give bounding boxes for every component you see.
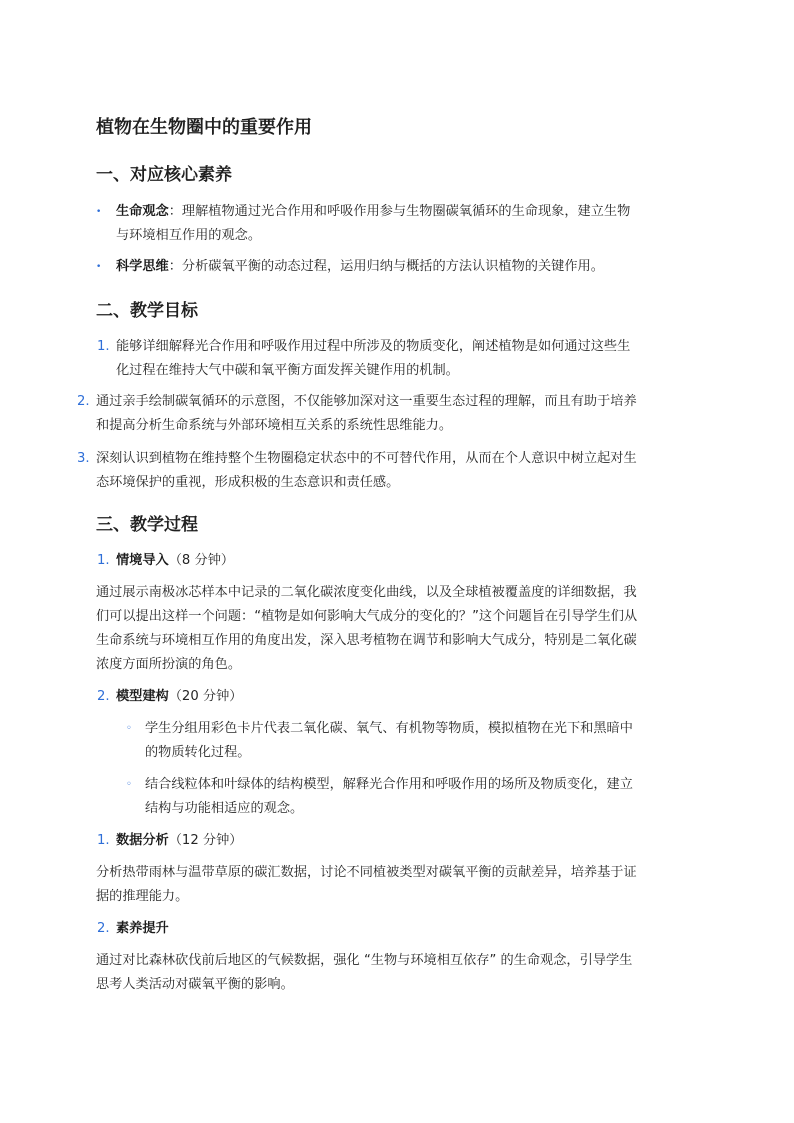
list-item-text — [96, 447, 637, 495]
item-text-line: 的物质转化过程。 — [145, 745, 251, 760]
paragraph-line: 思考人类活动对碳氧平衡的影响。 — [96, 977, 294, 992]
item-text-line: 与环境相互作用的观念。 — [116, 228, 262, 243]
step-duration: （8 分钟） — [168, 553, 235, 568]
item-text-line: 化过程在维持大气中碳和氧平衡方面发挥关键作用的机制。 — [116, 363, 459, 378]
list-item-text — [116, 200, 630, 248]
step-title — [116, 549, 234, 573]
item-text-line: 学生分组用彩色卡片代表二氧化碳、氧气、有机物等物质，模拟植物在光下和黑暗中 — [145, 721, 633, 736]
list-item-text — [116, 335, 630, 383]
list-number: 2. — [97, 689, 110, 704]
bullet-icon: • — [96, 207, 102, 217]
section-heading-core-literacy: 一、对应核心素养 — [96, 165, 232, 185]
paragraph — [96, 949, 632, 997]
paragraph-line: 浓度方面所扮演的角色。 — [96, 657, 242, 672]
list-item-text — [145, 717, 633, 765]
item-text-line: 和提高分析生命系统与外部环境相互关系的系统性思维能力。 — [96, 418, 453, 433]
list-item-text — [96, 390, 637, 438]
item-text-line: 结合线粒体和叶绿体的结构模型，解释光合作用和呼吸作用的场所及物质变化，建立 — [145, 777, 633, 792]
item-text-line: 通过亲手绘制碳氧循环的示意图，不仅能够加深对这一重要生态过程的理解，而且有助于培养 — [96, 394, 637, 409]
paragraph-line: 据的推理能力。 — [96, 889, 189, 904]
paragraph — [96, 861, 637, 909]
list-number: 3. — [77, 451, 90, 466]
paragraph-line: 通过展示南极冰芯样本中记录的二氧化碳浓度变化曲线，以及全球植被覆盖度的详细数据，我 — [96, 585, 637, 600]
document-title: 植物在生物圈中的重要作用 — [96, 117, 312, 138]
item-text-line: 能够详细解释光合作用和呼吸作用过程中所涉及的物质变化，阐述植物是如何通过这些生 — [116, 339, 631, 354]
circle-bullet-icon: ◦ — [126, 779, 132, 790]
list-number: 2. — [77, 394, 90, 409]
section-heading-process: 三、教学过程 — [96, 515, 198, 535]
step-title — [116, 829, 242, 853]
item-text-line: 深刻认识到植物在维持整个生物圈稳定状态中的不可替代作用，从而在个人意识中树立起对生 — [96, 451, 637, 466]
item-label: 科学思维 — [116, 259, 169, 274]
list-item-text — [116, 255, 604, 279]
list-number: 1. — [97, 553, 110, 568]
item-text-line: ：理解植物通过光合作用和呼吸作用参与生物圈碳氧循环的生命现象，建立生物 — [168, 204, 631, 219]
paragraph-line: 生命系统与环境相互作用的角度出发，深入思考植物在调节和影响大气成分，特别是二氧化碳 — [96, 633, 637, 648]
step-label: 情境导入 — [116, 553, 169, 568]
item-text-line: 态环境保护的重视，形成积极的生态意识和责任感。 — [96, 475, 400, 490]
paragraph — [96, 581, 637, 677]
list-number: 1. — [97, 833, 110, 848]
item-text-line: ：分析碳氧平衡的动态过程，运用归纳与概括的方法认识植物的关键作用。 — [168, 259, 604, 274]
step-duration: （12 分钟） — [168, 833, 243, 848]
step-label: 模型建构 — [116, 689, 169, 704]
list-number: 2. — [97, 921, 110, 936]
step-label: 素养提升 — [116, 921, 169, 936]
section-heading-objectives: 二、教学目标 — [96, 301, 198, 321]
circle-bullet-icon: ◦ — [126, 723, 132, 734]
paragraph-line: 们可以提出这样一个问题：“植物是如何影响大气成分的变化的？”这个问题旨在引导学生们从 — [96, 609, 638, 624]
step-title — [116, 917, 169, 941]
bullet-icon: • — [96, 262, 102, 272]
list-number: 1. — [97, 339, 110, 354]
item-text-line: 结构与功能相适应的观念。 — [145, 801, 304, 816]
paragraph-line: 通过对比森林砍伐前后地区的气候数据，强化 “生物与环境相互依存” 的生命观念，引导学生 — [96, 953, 633, 968]
list-item-text — [145, 773, 633, 821]
step-title — [116, 685, 242, 709]
step-label: 数据分析 — [116, 833, 169, 848]
step-duration: （20 分钟） — [168, 689, 243, 704]
paragraph-line: 分析热带雨林与温带草原的碳汇数据，讨论不同植被类型对碳氧平衡的贡献差异，培养基于证 — [96, 865, 637, 880]
item-label: 生命观念 — [116, 204, 169, 219]
